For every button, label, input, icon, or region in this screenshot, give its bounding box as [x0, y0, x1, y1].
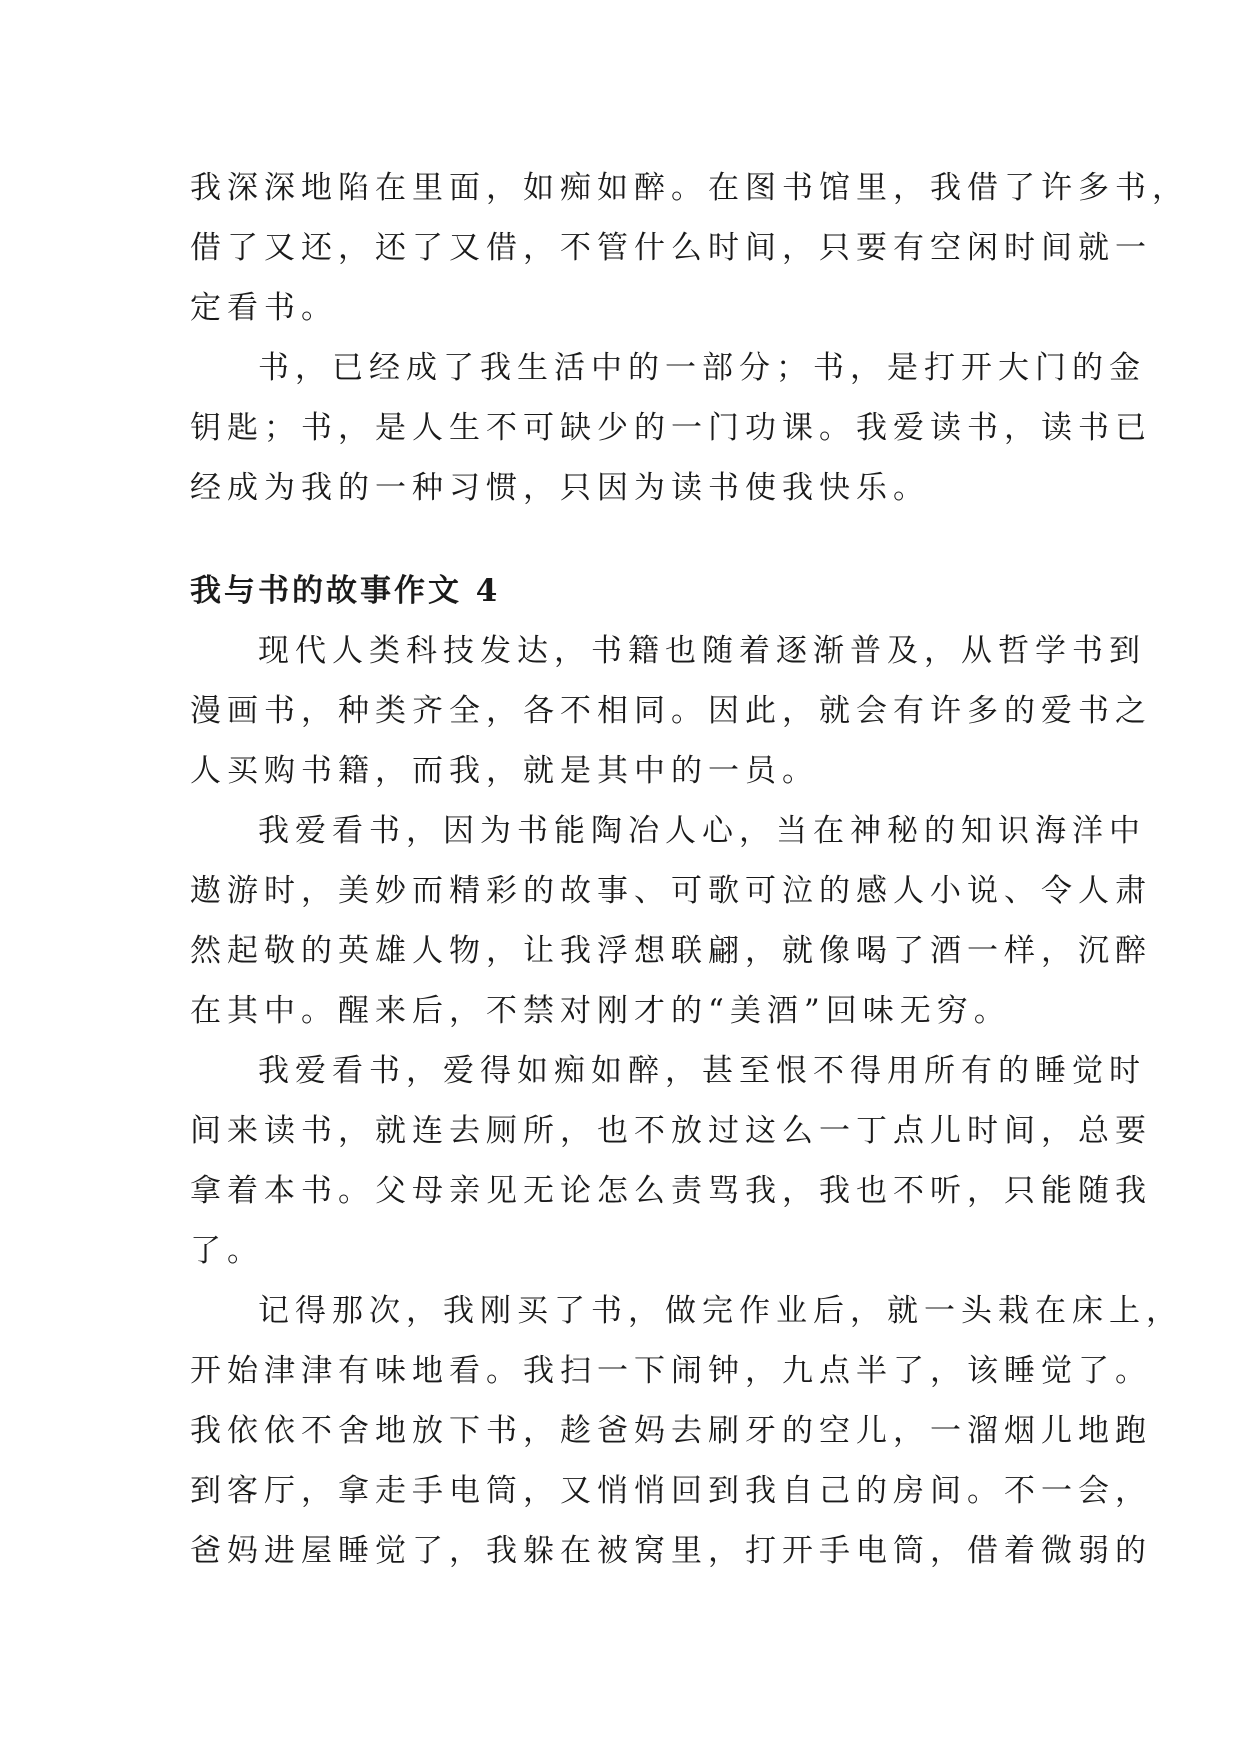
- text-line: 借了又还，还了又借，不管什么时间，只要有空闲时间就一: [190, 230, 1152, 266]
- text-line: 记得那次，我刚买了书，做完作业后，就一头栽在床上，: [258, 1293, 1183, 1329]
- text-line: 人买购书籍，而我，就是其中的一员。: [190, 753, 819, 789]
- text-line: 经成为我的一种习惯，只因为读书使我快乐。: [190, 470, 930, 506]
- text-line: 遨游时，美妙而精彩的故事、可歌可泣的感人小说、令人肃: [190, 873, 1152, 909]
- paragraph: [190, 1041, 1152, 1281]
- text-line: 在其中。醒来后，不禁对刚才的“美酒”回味无穷。: [190, 993, 1011, 1029]
- text-line: 定看书。: [190, 290, 338, 326]
- section-title: 我与书的故事作文 4: [190, 573, 501, 609]
- text-line: 了。: [190, 1233, 264, 1269]
- paragraph: [190, 1281, 1183, 1581]
- text-line: 我爱看书，爱得如痴如醉，甚至恨不得用所有的睡觉时: [258, 1053, 1146, 1089]
- text-line: 我爱看书，因为书能陶冶人心，当在神秘的知识海洋中: [258, 813, 1146, 849]
- text-line: 现代人类科技发达，书籍也随着逐渐普及，从哲学书到: [258, 633, 1146, 669]
- text-line: 间来读书，就连去厕所，也不放过这么一丁点儿时间，总要: [190, 1113, 1152, 1149]
- text-line: 到客厅，拿走手电筒，又悄悄回到我自己的房间。不一会，: [190, 1473, 1152, 1509]
- paragraph: [190, 158, 1189, 338]
- section-gap: [190, 518, 1070, 561]
- text-line: 我依依不舍地放下书，趁爸妈去刷牙的空儿，一溜烟儿地跑: [190, 1413, 1152, 1449]
- text-line: 然起敬的英雄人物，让我浮想联翩，就像喝了酒一样，沉醉: [190, 933, 1152, 969]
- text-line: 书，已经成了我生活中的一部分；书，是打开大门的金: [258, 350, 1146, 386]
- text-line: 我深深地陷在里面，如痴如醉。在图书馆里，我借了许多书，: [190, 170, 1189, 206]
- text-line: 拿着本书。父母亲见无论怎么责骂我，我也不听，只能随我: [190, 1173, 1152, 1209]
- text-line: 爸妈进屋睡觉了，我躲在被窝里，打开手电筒，借着微弱的: [190, 1533, 1152, 1569]
- paragraph: [190, 338, 1152, 518]
- text-line: 漫画书，种类齐全，各不相同。因此，就会有许多的爱书之: [190, 693, 1152, 729]
- paragraph: [190, 801, 1152, 1041]
- document-page: [190, 158, 1189, 1581]
- text-line: 钥匙；书，是人生不可缺少的一门功课。我爱读书，读书已: [190, 410, 1152, 446]
- text-line: 开始津津有味地看。我扫一下闹钟，九点半了，该睡觉了。: [190, 1353, 1152, 1389]
- paragraph: [190, 621, 1152, 801]
